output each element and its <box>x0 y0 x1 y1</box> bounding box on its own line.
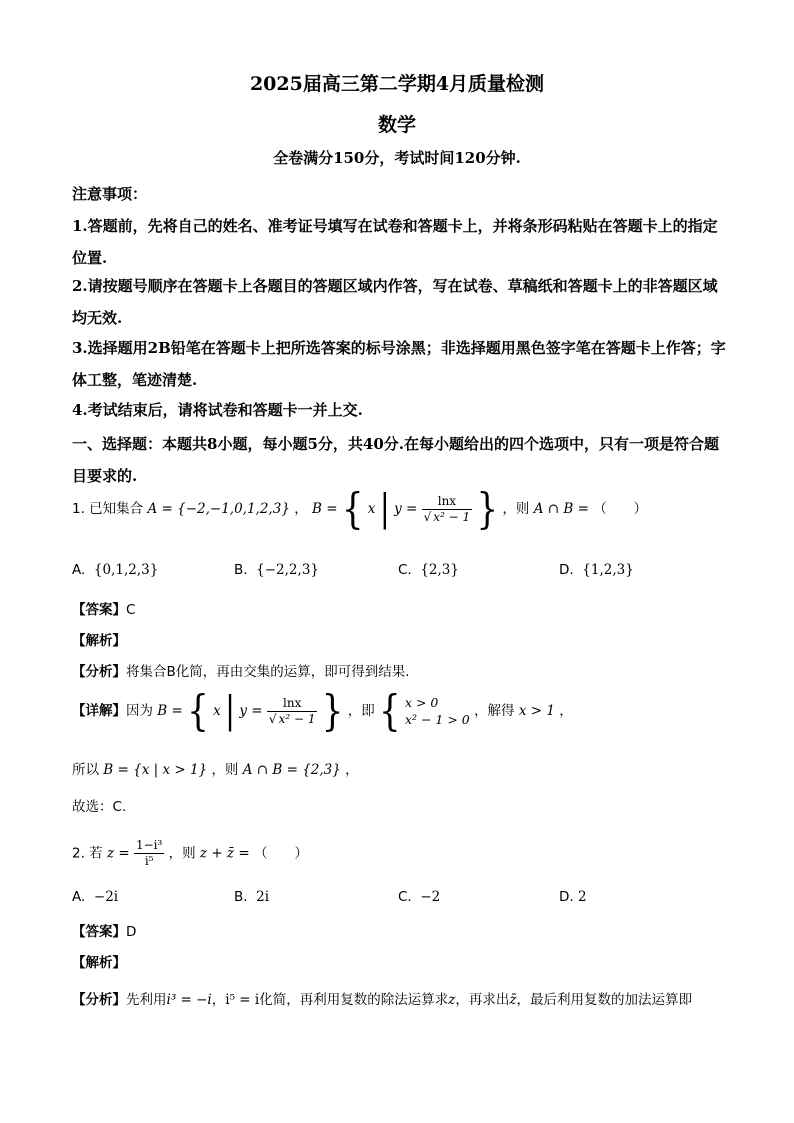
q2-option-c: C. −2 <box>398 889 441 905</box>
q2-analysis-tag: 【解析】 <box>72 955 126 971</box>
q1-prefix: 1. 已知集合 <box>72 501 144 517</box>
q1-choose: 故选：C. <box>72 799 127 815</box>
q1-set-b-fraction: $\frac{\ln x}{\text{√ x² − 1}}$ <box>423 493 471 524</box>
q1-option-b: B. {−2,2,3} <box>234 562 319 578</box>
q1-ask: A ∩ B = <box>533 501 589 517</box>
q1-conclusion: 所以 B = {x | x > 1} ，则 A ∩ B = {2,3} ， <box>72 762 359 778</box>
q2-option-d: D. 2 <box>559 889 587 905</box>
section-heading: 一、选择题：本题共8小题，每小题5分，共40分.在每小题给出的四个选项中，只有一项是符合题目要求的. <box>72 435 719 485</box>
q1-set-b-var: x <box>367 501 376 517</box>
q1-suffix: ，则 <box>502 501 530 517</box>
q2-fraction: $\frac{\text{1−i³}}{\text{i⁵}}$ <box>135 838 163 868</box>
exam-subject: 数学 <box>377 114 416 136</box>
q1-fenxi: 【分析】将集合B化简，再由交集的运算，即可得到结果. <box>72 664 410 680</box>
notice-heading: 注意事项： <box>72 185 148 203</box>
q1-paren: （ ） <box>593 501 648 517</box>
q1-option-c: C. {2,3} <box>398 562 459 578</box>
q1-set-b-num: lnx <box>437 493 457 508</box>
q1-option-a: A. {0,1,2,3} <box>72 562 159 578</box>
q1-set-a: A = {−2,−1,0,1,2,3} <box>147 501 290 517</box>
q1-set-b-den: x² − 1 <box>433 509 471 524</box>
notice-item-1: 1.答题前，先将自己的姓名、准考证号填写在试卷和答题卡上，并将条形码粘贴在答题卡上的指定位置. <box>72 217 718 267</box>
q2-answer: 【答案】D <box>72 924 137 940</box>
question-2: 2. 若 z = $\frac{\text{1−i³}}{\text{i⁵}}$ ，则 z + z̄ = （ ） <box>72 838 308 868</box>
notice-item-4: 4.考试结束后，请将试卷和答题卡一并上交. <box>72 401 363 419</box>
notice-item-2: 2.请按题号顺序在答题卡上各题目的答题区域内作答，写在试卷、草稿纸和答题卡上的非答题区域均无效. <box>72 277 718 327</box>
q1-set-b-lhs: B = <box>312 501 338 517</box>
notice-item-3: 3.选择题用2B铅笔在答题卡上把所选答案的标号涂黑；非选择题用黑色签字笔在答题卡上作答；字体工整，笔迹清楚. <box>72 339 726 389</box>
q1-comma: ， <box>294 501 308 517</box>
q1-answer: 【答案】C <box>72 602 136 618</box>
q2-option-b: B. 2i <box>234 889 270 905</box>
question-1: 1. 已知集合 A = {−2,−1,0,1,2,3} ， B = { x | y = $\frac{\ln x}{\text{√ x² − 1}}$ } ，则 A ∩ B = （ ） <box>72 484 648 534</box>
q2-fenxi: 【分析】先利用i³ = −i，i⁵ = i化简，再利用复数的除法运算求z，再求出z̄，最后利用复数的加法运算即 <box>72 992 692 1008</box>
q1-option-d: D. {1,2,3} <box>559 562 634 578</box>
q1-analysis-tag: 【解析】 <box>72 633 126 649</box>
q1-system: x > 0 x² − 1 > 0 <box>404 695 470 727</box>
q1-xiangjie: 【详解】因为 B = { x | y = $\frac{\ln x}{\text{√ x² − 1}}$ } ，即 { x > 0 x² − 1 > 0 ，解得 x > 1 ， <box>72 686 573 736</box>
exam-info: 全卷满分150分，考试时间120分钟. <box>273 149 521 167</box>
q1-set-b-y: y = <box>394 501 418 517</box>
exam-title: 2025届高三第二学期4月质量检测 <box>249 73 545 95</box>
q2-option-a: A. −2i <box>72 889 119 905</box>
